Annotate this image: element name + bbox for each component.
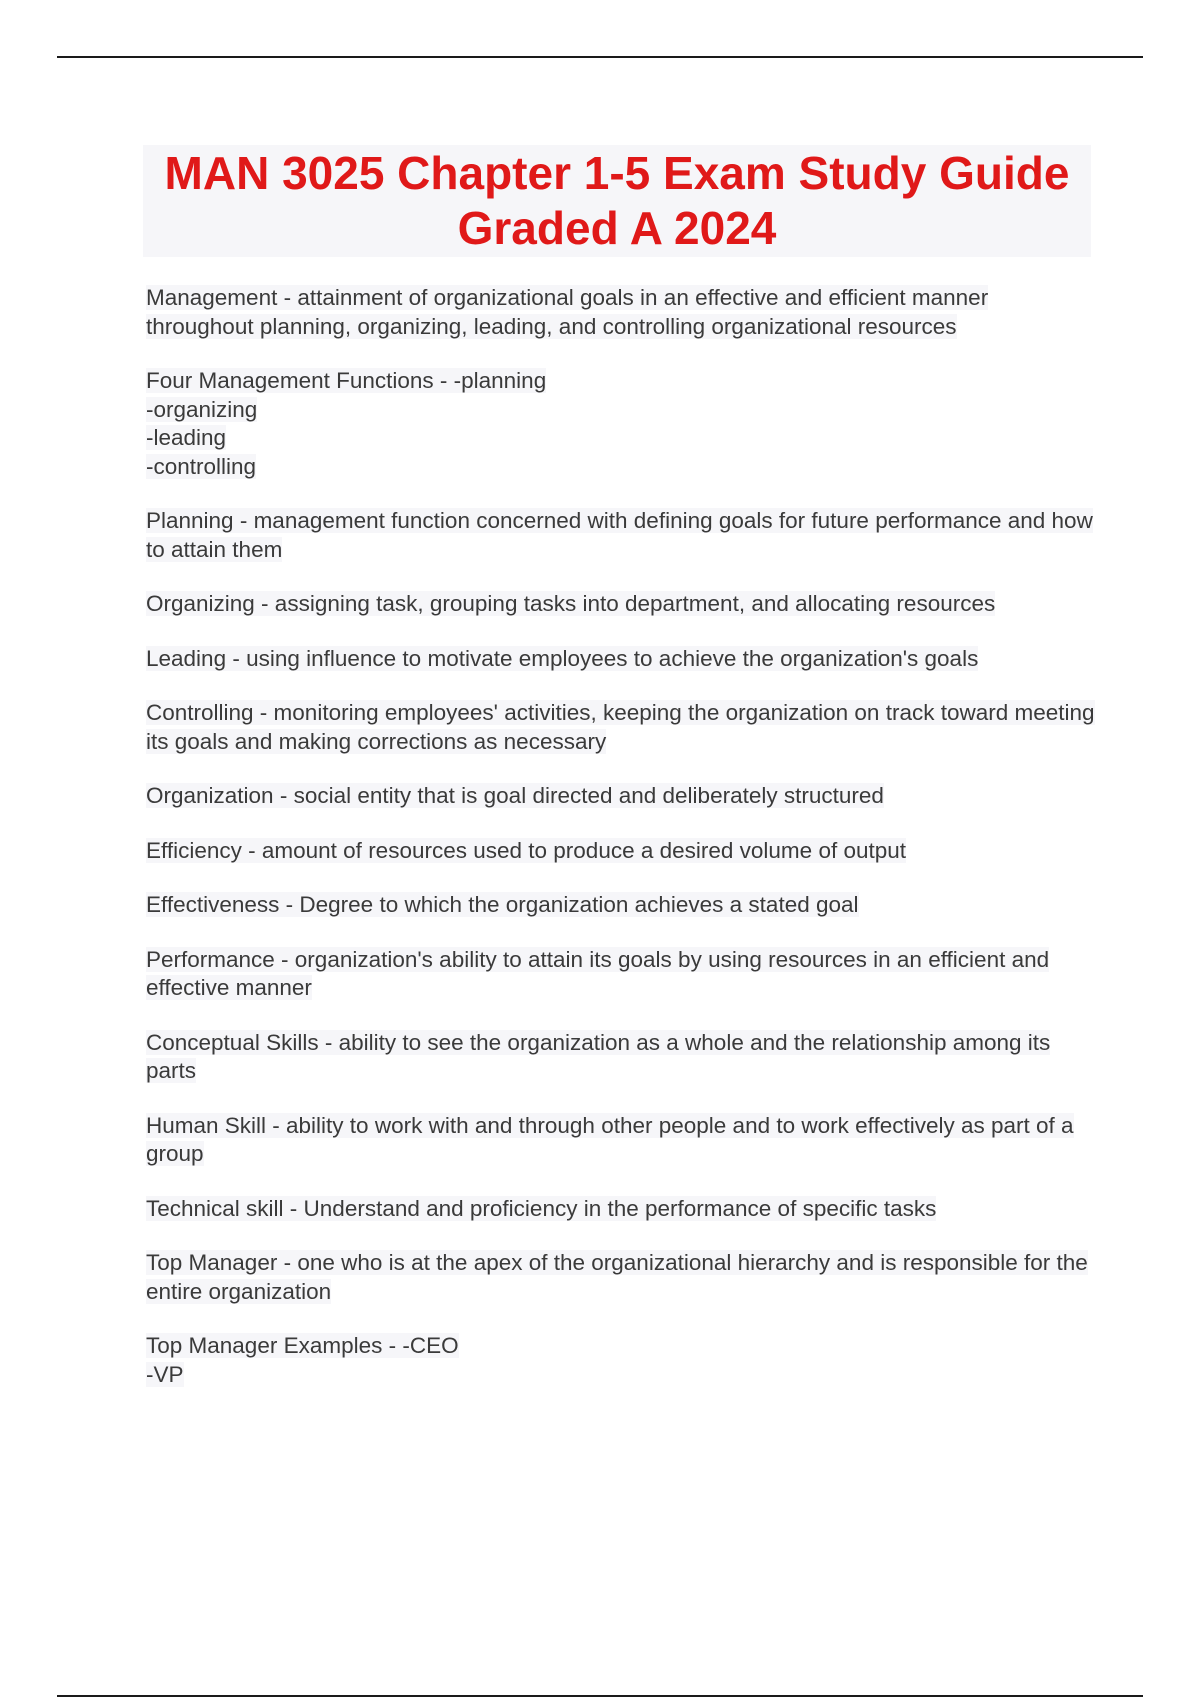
- header-rule: [57, 56, 1143, 58]
- title-banner: [143, 145, 1091, 257]
- entry-text: Leading - using influence to motivate employees to achieve the organization's goals: [146, 645, 979, 671]
- entry-human-skill: [146, 1112, 1096, 1169]
- entry-text: Controlling - monitoring employees' activities, keeping the organization on track toward meeting its goals and making corrections as necessary: [146, 700, 1095, 754]
- entry-top-manager: [146, 1249, 1096, 1306]
- entry-text: Organization - social entity that is goal directed and deliberately structured: [146, 783, 884, 808]
- entry-performance: [146, 946, 1096, 1003]
- entry-text: Performance - organization's ability to attain its goals by using resources in an efficient and effective manner: [146, 946, 1050, 1000]
- entry-top-manager-examples: [146, 1332, 1096, 1389]
- entry-text: Four Management Functions - -planning -organizing -leading -controlling: [146, 368, 547, 479]
- entry-text: Top Manager Examples - -CEO -VP: [146, 1333, 459, 1387]
- entry-conceptual-skills: [146, 1029, 1096, 1086]
- entry-text: Organizing - assigning task, grouping tasks into department, and allocating resources: [146, 591, 996, 616]
- entry-effectiveness: [146, 891, 1096, 920]
- entry-efficiency: [146, 837, 1096, 866]
- entry-organizing: [146, 590, 1096, 619]
- study-guide-entries: [146, 284, 1096, 1415]
- entry-text: Management - attainment of organizational goals in an effective and efficient manner throughout planning, organizing, leading, and controlling organizational resources: [146, 285, 989, 339]
- entry-leading: [146, 645, 1096, 674]
- entry-text: Effectiveness - Degree to which the organization achieves a stated goal: [146, 892, 859, 917]
- entry-planning: [146, 507, 1096, 564]
- entry-text: Efficiency - amount of resources used to produce a desired volume of output: [146, 837, 907, 863]
- entry-text: Conceptual Skills - ability to see the organization as a whole and the relationship among its parts: [146, 1029, 1051, 1083]
- entry-controlling: [146, 699, 1096, 756]
- entry-four-management-functions: [146, 367, 1096, 481]
- entry-text: Planning - management function concerned with defining goals for future performance and how to attain them: [146, 508, 1093, 562]
- footer-rule: [57, 1695, 1143, 1697]
- entry-technical-skill: [146, 1195, 1096, 1224]
- document-title: MAN 3025 Chapter 1-5 Exam Study Guide Graded A 2024: [164, 147, 1070, 254]
- entry-management: [146, 284, 1096, 341]
- entry-text: Human Skill - ability to work with and through other people and to work effectively as part of a group: [146, 1112, 1074, 1166]
- entry-text: Top Manager - one who is at the apex of the organizational hierarchy and is responsible for the entire organization: [146, 1250, 1088, 1304]
- entry-organization: [146, 782, 1096, 811]
- entry-text: Technical skill - Understand and proficiency in the performance of specific tasks: [146, 1195, 937, 1221]
